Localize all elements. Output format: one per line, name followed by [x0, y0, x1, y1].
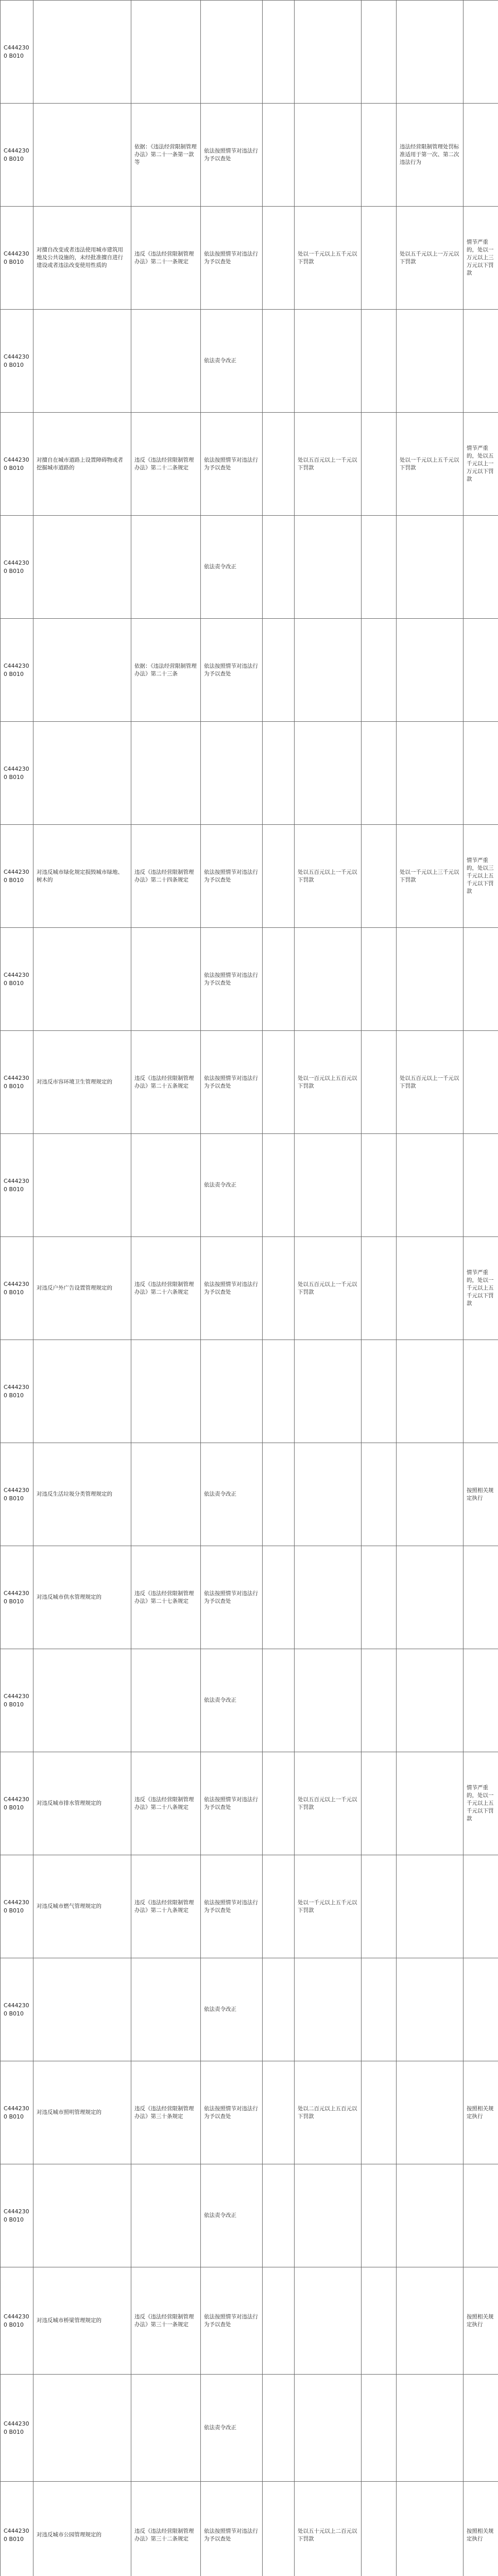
item-code-cell: C4442300 B010	[1, 1958, 33, 2061]
legal-basis-cell: 违反《违法经营限制管理办法》第二十二条规定	[131, 413, 201, 516]
level-cell: 处以五十元以上二百元以下罚款	[295, 2482, 362, 2576]
level-cell	[397, 1649, 463, 1752]
violation-subject-cell	[33, 1649, 131, 1752]
table-row	[1, 1958, 498, 2061]
item-code-cell: C4442300 B010	[1, 2482, 33, 2576]
legal-basis-cell: 依据：《违法经营限制管理办法》第二十三条	[131, 619, 201, 722]
level-cell	[362, 1031, 397, 1134]
legal-basis-cell: 违反《违法经营限制管理办法》第三十条规定	[131, 2061, 201, 2164]
violation-subject-cell	[33, 516, 131, 619]
item-code-cell: C4442300 B010	[1, 825, 33, 928]
level-cell	[397, 1237, 463, 1340]
level-cell	[295, 516, 362, 619]
level-cell	[263, 310, 295, 413]
item-code-cell: C4442300 B010	[1, 1752, 33, 1855]
level-cell	[362, 1340, 397, 1443]
level-cell	[295, 2164, 362, 2267]
measure-cell	[201, 722, 263, 825]
level-cell	[463, 310, 498, 413]
level-cell	[463, 722, 498, 825]
level-cell	[362, 2482, 397, 2576]
item-code-cell: C4442300 B010	[1, 413, 33, 516]
violation-subject-cell: 对违反生活垃圾分类管理规定的	[33, 1443, 131, 1546]
level-cell	[263, 928, 295, 1031]
level-cell	[263, 1855, 295, 1958]
level-cell	[263, 1752, 295, 1855]
level-cell	[295, 928, 362, 1031]
violation-subject-cell	[33, 2164, 131, 2267]
level-cell	[362, 928, 397, 1031]
legal-basis-cell	[131, 1134, 201, 1237]
level-cell	[263, 2375, 295, 2482]
measure-cell: 依法责令改正	[201, 516, 263, 619]
measure-cell: 依法按照情节对违法行为予以查处	[201, 825, 263, 928]
item-code-cell: C4442300 B010	[1, 1031, 33, 1134]
level-cell	[463, 1134, 498, 1237]
level-cell	[397, 1, 463, 104]
table-row	[1, 1443, 498, 1546]
item-code-cell: C4442300 B010	[1, 1340, 33, 1443]
level-cell	[295, 2375, 362, 2482]
level-cell	[397, 2482, 463, 2576]
level-cell	[295, 1546, 362, 1649]
legal-basis-cell: 违反《违法经营限制管理办法》第二十六条规定	[131, 1237, 201, 1340]
table-row	[1, 2164, 498, 2267]
level-cell	[295, 2267, 362, 2375]
level-cell	[463, 1649, 498, 1752]
item-code-cell: C4442300 B010	[1, 104, 33, 207]
level-cell	[263, 2267, 295, 2375]
legal-basis-cell: 违反《违法经营限制管理办法》第三十一条规定	[131, 2267, 201, 2375]
level-cell	[295, 619, 362, 722]
table-row	[1, 310, 498, 413]
legal-basis-cell	[131, 2164, 201, 2267]
level-cell	[397, 1340, 463, 1443]
item-code-cell: C4442300 B010	[1, 1649, 33, 1752]
level-cell	[295, 1958, 362, 2061]
level-cell: 情节严重的，处以一千元以上五千元以下罚款	[463, 1752, 498, 1855]
legal-basis-cell	[131, 722, 201, 825]
level-cell	[463, 619, 498, 722]
level-cell: 处以一百元以上五百元以下罚款	[295, 1031, 362, 1134]
level-cell	[397, 2061, 463, 2164]
level-cell: 处以五百元以上一千元以下罚款	[295, 1752, 362, 1855]
violation-subject-cell: 对违反户外广告设置管理规定的	[33, 1237, 131, 1340]
table-row	[1, 722, 498, 825]
level-cell	[463, 2164, 498, 2267]
legal-basis-cell	[131, 1443, 201, 1546]
level-cell	[362, 1237, 397, 1340]
measure-cell: 依法责令改正	[201, 1443, 263, 1546]
level-cell	[295, 1, 362, 104]
violation-subject-cell	[33, 1, 131, 104]
legal-basis-cell: 依据：《违法经营限制管理办法》第二十一条第一款等	[131, 104, 201, 207]
violation-subject-cell: 对违反城市照明管理规定的	[33, 2061, 131, 2164]
item-code-cell: C4442300 B010	[1, 516, 33, 619]
legal-basis-cell: 违反《违法经营限制管理办法》第二十九条规定	[131, 1855, 201, 1958]
item-code-cell: C4442300 B010	[1, 207, 33, 310]
item-code-cell: C4442300 B010	[1, 1855, 33, 1958]
level-cell	[362, 2267, 397, 2375]
level-cell	[362, 2164, 397, 2267]
level-cell	[463, 2375, 498, 2482]
table-row	[1, 1, 498, 104]
legal-basis-cell	[131, 2375, 201, 2482]
level-cell	[362, 1752, 397, 1855]
level-cell: 情节严重的，处以一万元以上三万元以下罚款	[463, 207, 498, 310]
violation-subject-cell	[33, 619, 131, 722]
measure-cell: 依法责令改正	[201, 2164, 263, 2267]
level-cell	[263, 1546, 295, 1649]
level-cell	[295, 722, 362, 825]
measure-cell: 依法按照情节对违法行为予以查处	[201, 1237, 263, 1340]
table-row	[1, 2267, 498, 2375]
table-row	[1, 1649, 498, 1752]
level-cell: 按照相关规定执行	[463, 1443, 498, 1546]
violation-subject-cell	[33, 104, 131, 207]
legal-basis-cell	[131, 1, 201, 104]
violation-subject-cell	[33, 2375, 131, 2482]
measure-cell: 依法责令改正	[201, 1134, 263, 1237]
table-row	[1, 104, 498, 207]
level-cell: 处以一千元以上五千元以下罚款	[295, 207, 362, 310]
item-code-cell: C4442300 B010	[1, 928, 33, 1031]
legal-basis-cell	[131, 1958, 201, 2061]
level-cell	[463, 1855, 498, 1958]
measure-cell: 依法按照情节对违法行为予以查处	[201, 928, 263, 1031]
legal-basis-cell: 违反《违法经营限制管理办法》第三十二条规定	[131, 2482, 201, 2576]
table-row	[1, 2482, 498, 2576]
level-cell	[263, 516, 295, 619]
level-cell	[263, 825, 295, 928]
level-cell	[397, 1958, 463, 2061]
level-cell: 按照相关规定执行	[463, 2482, 498, 2576]
measure-cell: 依法责令改正	[201, 310, 263, 413]
measure-cell: 依法按照情节对违法行为予以查处	[201, 1031, 263, 1134]
measure-cell: 依法按照情节对违法行为予以查处	[201, 2267, 263, 2375]
level-cell	[362, 1134, 397, 1237]
measure-cell	[201, 1340, 263, 1443]
level-cell	[362, 516, 397, 619]
table-row	[1, 1237, 498, 1340]
measure-cell: 依法按照情节对违法行为予以查处	[201, 2061, 263, 2164]
level-cell	[397, 722, 463, 825]
level-cell	[362, 2375, 397, 2482]
measure-cell: 依法责令改正	[201, 1958, 263, 2061]
legal-basis-cell: 违反《违法经营限制管理办法》第二十八条规定	[131, 1752, 201, 1855]
level-cell: 处以一千元以上五千元以下罚款	[397, 413, 463, 516]
level-cell	[263, 1340, 295, 1443]
level-cell	[397, 1134, 463, 1237]
table-row	[1, 825, 498, 928]
table-row	[1, 1546, 498, 1649]
level-cell	[295, 310, 362, 413]
level-cell: 处以一千元以上三千元以下罚款	[397, 825, 463, 928]
measure-cell: 依法按照情节对违法行为予以查处	[201, 104, 263, 207]
level-cell	[397, 310, 463, 413]
measure-cell	[201, 1, 263, 104]
legal-basis-cell	[131, 928, 201, 1031]
level-cell	[397, 1443, 463, 1546]
level-cell	[397, 2164, 463, 2267]
item-code-cell: C4442300 B010	[1, 1134, 33, 1237]
level-cell	[397, 619, 463, 722]
level-cell	[362, 1443, 397, 1546]
level-cell	[463, 1546, 498, 1649]
table-row	[1, 2375, 498, 2482]
level-cell	[397, 1752, 463, 1855]
level-cell	[362, 104, 397, 207]
level-cell	[263, 413, 295, 516]
level-cell	[263, 1958, 295, 2061]
level-cell	[263, 1031, 295, 1134]
item-code-cell: C4442300 B010	[1, 1443, 33, 1546]
violation-subject-cell	[33, 722, 131, 825]
measure-cell: 依法按照情节对违法行为予以查处	[201, 207, 263, 310]
item-code-cell: C4442300 B010	[1, 310, 33, 413]
level-cell	[463, 516, 498, 619]
level-cell	[263, 722, 295, 825]
violation-subject-cell: 对违反城市供水管理规定的	[33, 1546, 131, 1649]
legal-basis-cell: 违反《违法经营限制管理办法》第二十七条规定	[131, 1546, 201, 1649]
measure-cell: 依法按照情节对违法行为予以查处	[201, 413, 263, 516]
level-cell	[362, 1958, 397, 2061]
level-cell	[397, 928, 463, 1031]
level-cell	[463, 1, 498, 104]
table-row	[1, 413, 498, 516]
violation-subject-cell	[33, 928, 131, 1031]
legal-basis-cell: 违反《违法经营限制管理办法》第二十五条规定	[131, 1031, 201, 1134]
violation-subject-cell: 对违反城市燃气管理规定的	[33, 1855, 131, 1958]
level-cell	[263, 2482, 295, 2576]
violation-subject-cell: 对违反城市公园管理规定的	[33, 2482, 131, 2576]
item-code-cell: C4442300 B010	[1, 619, 33, 722]
legal-basis-cell	[131, 1340, 201, 1443]
level-cell	[463, 1340, 498, 1443]
level-cell	[463, 928, 498, 1031]
legal-basis-cell	[131, 1649, 201, 1752]
level-cell: 处以一千元以上五千元以下罚款	[295, 1855, 362, 1958]
level-cell	[295, 104, 362, 207]
level-cell	[295, 1340, 362, 1443]
table-row	[1, 1340, 498, 1443]
level-cell	[263, 1237, 295, 1340]
level-cell	[263, 2164, 295, 2267]
level-cell	[463, 1958, 498, 2061]
item-code-cell: C4442300 B010	[1, 2164, 33, 2267]
level-cell	[397, 2267, 463, 2375]
table-row	[1, 619, 498, 722]
level-cell: 处以五百元以上一千元以下罚款	[295, 1237, 362, 1340]
violation-subject-cell	[33, 1134, 131, 1237]
level-cell	[263, 104, 295, 207]
table-row	[1, 2061, 498, 2164]
level-cell	[397, 2375, 463, 2482]
level-cell	[295, 1443, 362, 1546]
level-cell: 处以二百元以上五百元以下罚款	[295, 2061, 362, 2164]
measure-cell: 依法按照情节对违法行为予以查处	[201, 2482, 263, 2576]
measure-cell: 依法按照情节对违法行为予以查处	[201, 619, 263, 722]
level-cell	[295, 1134, 362, 1237]
level-cell	[362, 1546, 397, 1649]
table-row	[1, 516, 498, 619]
level-cell	[263, 619, 295, 722]
level-cell	[362, 413, 397, 516]
level-cell	[263, 1, 295, 104]
level-cell	[362, 207, 397, 310]
item-code-cell: C4442300 B010	[1, 2267, 33, 2375]
level-cell	[362, 1649, 397, 1752]
level-cell	[362, 1, 397, 104]
violation-subject-cell	[33, 310, 131, 413]
level-cell	[362, 825, 397, 928]
level-cell: 处以五百元以上一千元以下罚款	[295, 825, 362, 928]
violation-subject-cell	[33, 1958, 131, 2061]
level-cell	[397, 1855, 463, 1958]
measure-cell: 依法责令改正	[201, 1649, 263, 1752]
violation-subject-cell: 对违反市容环境卫生管理规定的	[33, 1031, 131, 1134]
level-cell	[362, 619, 397, 722]
level-cell	[263, 1134, 295, 1237]
level-cell	[263, 207, 295, 310]
level-cell: 情节严重的，处以一千元以上五千元以下罚款	[463, 1237, 498, 1340]
level-cell	[362, 310, 397, 413]
level-cell	[397, 516, 463, 619]
legal-basis-cell: 违反《违法经营限制管理办法》第二十一条规定	[131, 207, 201, 310]
level-cell	[295, 1649, 362, 1752]
violation-subject-cell	[33, 1340, 131, 1443]
legal-basis-cell	[131, 516, 201, 619]
violation-subject-cell: 对违反城市绿化规定损毁城市绿地、树木的	[33, 825, 131, 928]
item-code-cell: C4442300 B010	[1, 1, 33, 104]
violation-subject-cell: 对擅自在城市道路上设置障碍物或者挖掘城市道路的	[33, 413, 131, 516]
level-cell: 按照相关规定执行	[463, 2267, 498, 2375]
legal-basis-cell	[131, 310, 201, 413]
level-cell: 违法经营限制管理处罚标准适用于第一次、第二次违法行为	[397, 104, 463, 207]
violation-subject-cell: 对违反城市排水管理规定的	[33, 1752, 131, 1855]
level-cell	[362, 722, 397, 825]
table-row	[1, 1855, 498, 1958]
table-row	[1, 207, 498, 310]
level-cell	[362, 2061, 397, 2164]
level-cell: 处以五百元以上一千元以下罚款	[295, 413, 362, 516]
table-row	[1, 1031, 498, 1134]
level-cell: 按照相关规定执行	[463, 2061, 498, 2164]
measure-cell: 依法按照情节对违法行为予以查处	[201, 1752, 263, 1855]
violation-subject-cell: 对违反城市桥梁管理规定的	[33, 2267, 131, 2375]
item-code-cell: C4442300 B010	[1, 1237, 33, 1340]
item-code-cell: C4442300 B010	[1, 722, 33, 825]
level-cell	[362, 1855, 397, 1958]
level-cell: 情节严重的，处以三千元以上五千元以下罚款	[463, 825, 498, 928]
measure-cell: 依法按照情节对违法行为予以查处	[201, 1855, 263, 1958]
table-row	[1, 1134, 498, 1237]
legal-basis-cell: 违反《违法经营限制管理办法》第二十四条规定	[131, 825, 201, 928]
item-code-cell: C4442300 B010	[1, 1546, 33, 1649]
level-cell	[397, 1546, 463, 1649]
level-cell: 处以五千元以上一万元以下罚款	[397, 207, 463, 310]
table-row	[1, 928, 498, 1031]
violation-subject-cell: 对擅自改变或者违法使用城市建筑用地及公共设施的，未经批准擅自进行建设或者违法改变使用性质的	[33, 207, 131, 310]
measure-cell: 依法按照情节对违法行为予以查处	[201, 1546, 263, 1649]
level-cell	[463, 1031, 498, 1134]
measure-cell: 依法责令改正	[201, 2375, 263, 2482]
table-row	[1, 1752, 498, 1855]
level-cell	[263, 1649, 295, 1752]
item-code-cell: C4442300 B010	[1, 2375, 33, 2482]
level-cell: 处以五百元以上一千元以下罚款	[397, 1031, 463, 1134]
item-code-cell: C4442300 B010	[1, 2061, 33, 2164]
level-cell	[263, 2061, 295, 2164]
level-cell	[263, 1443, 295, 1546]
level-cell: 情节严重的，处以五千元以上一万元以下罚款	[463, 413, 498, 516]
level-cell	[463, 104, 498, 207]
